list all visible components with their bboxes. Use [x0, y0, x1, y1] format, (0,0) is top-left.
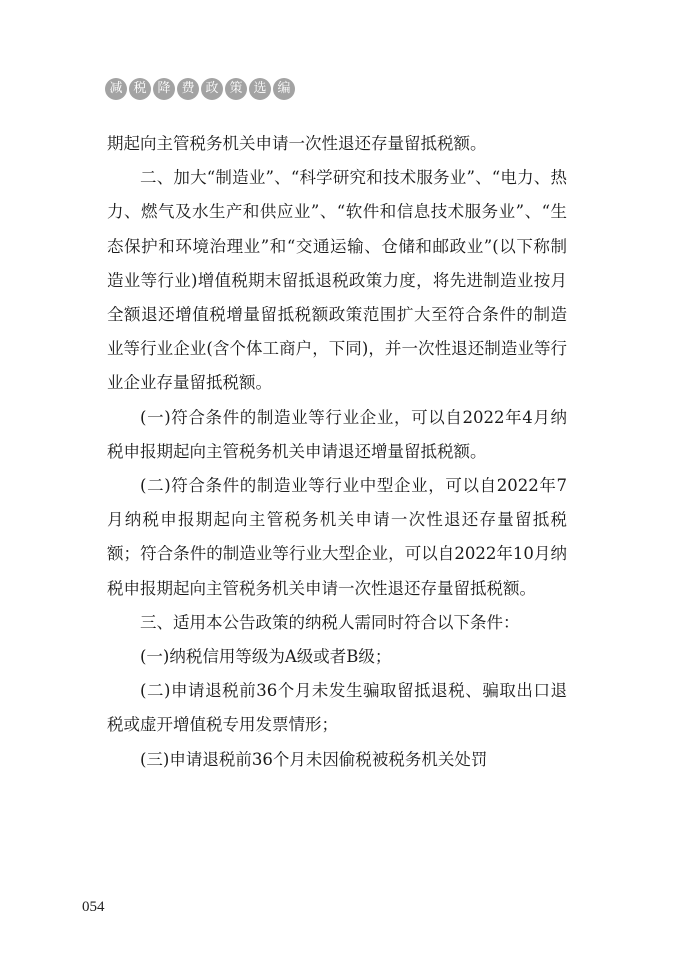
header-badge-char: 降 — [153, 78, 175, 100]
header-badge-char: 编 — [273, 78, 295, 100]
paragraph-section-three: 三、适用本公告政策的纳税人需同时符合以下条件： — [140, 612, 520, 632]
page-number: 054 — [82, 899, 105, 915]
paragraph-condition-three: (三)申请退税前36个月未因偷税被税务机关处罚 — [140, 749, 488, 769]
header-badge-char: 减 — [105, 78, 127, 100]
header-badge-char: 费 — [177, 78, 199, 100]
paragraph-section-two: 二、加大“制造业”、“科学研究和技术服务业”、“电力、热力、燃气及水生产和供应业”、“软件和信息技术服务业”、“生态保护和环境治理业”和“交通运输、仓储和邮政业”(以下称制造业等行业)增值税期末留抵退税政策力度，将先进制造业按月全额退还增值税增量留抵税额政策范围扩大至符合条件的制造业等行业企业(含个体工商户，下同)，并一次性退还制造业等行业企业存量留抵税额。 — [107, 168, 567, 393]
document-body — [107, 127, 567, 777]
header-badge-char: 税 — [129, 78, 151, 100]
paragraph-condition-two: (二)申请退税前36个月未发生骗取留抵退税、骗取出口退税或虚开增值税专用发票情形； — [107, 681, 567, 735]
header-badge-char: 策 — [225, 78, 247, 100]
header-badge-char: 政 — [201, 78, 223, 100]
book-series-header — [105, 78, 295, 100]
paragraph-item-two: (二)符合条件的制造业等行业中型企业，可以自2022年7月纳税申报期起向主管税务机关申请一次性退还存量留抵税额；符合条件的制造业等行业大型企业，可以自2022年10月纳税申报期起向主管税务机关申请一次性退还存量留抵税额。 — [107, 476, 567, 598]
paragraph-continuation: 期起向主管税务机关申请一次性退还存量留抵税额。 — [107, 134, 487, 153]
header-badge-char: 选 — [249, 78, 271, 100]
paragraph-item-one: (一)符合条件的制造业等行业企业，可以自2022年4月纳税申报期起向主管税务机关申请退还增量留抵税额。 — [107, 407, 567, 461]
paragraph-condition-one: (一)纳税信用等级为A级或者B级； — [140, 647, 392, 667]
